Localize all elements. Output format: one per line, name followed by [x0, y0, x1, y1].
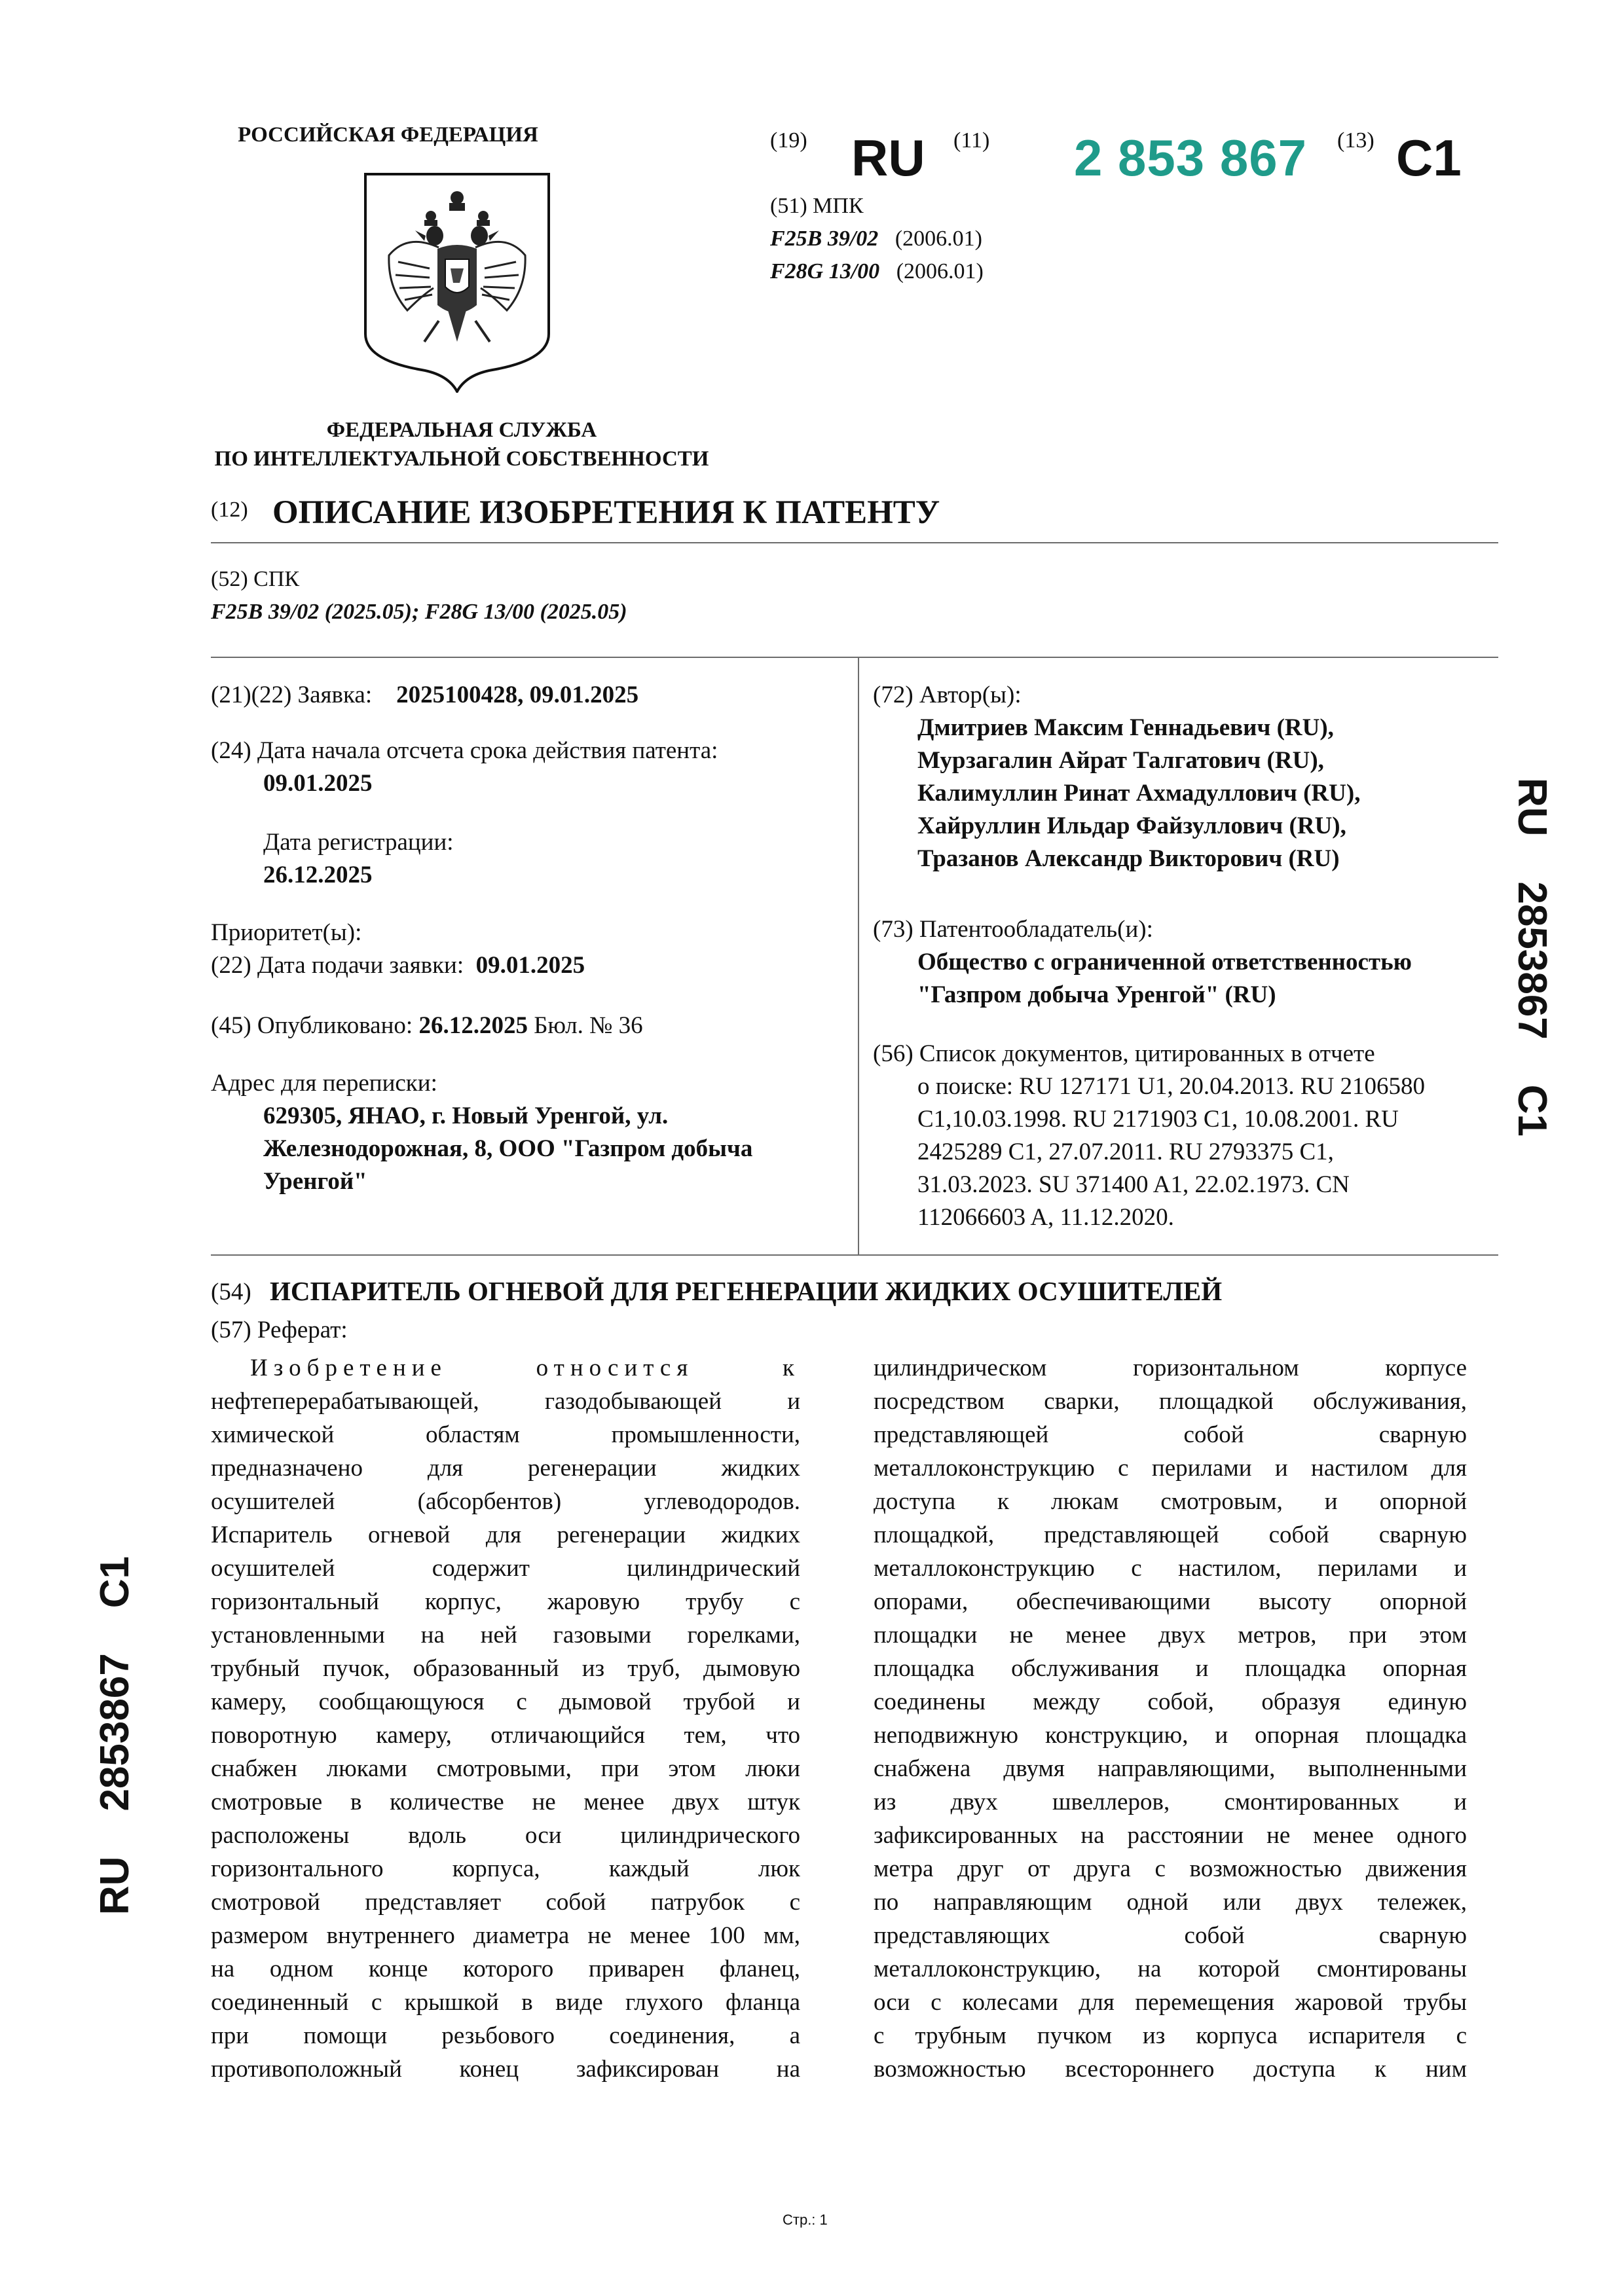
abstract-line: зафиксированных на расстоянии не менее одного	[874, 1822, 1467, 1849]
abstract-line: доступа к люкам смотровым, и опорной	[874, 1488, 1467, 1515]
abstract-line: метра друг от друга с возможностью движения	[874, 1855, 1467, 1882]
abstract-line: трубный пучок, образованный из труб, дымовую	[211, 1655, 800, 1682]
author-name: Калимуллин Ринат Ахмадуллович (RU),	[917, 780, 1361, 807]
term-start-field	[211, 735, 718, 800]
published-label: (45) Опубликовано:	[211, 1012, 413, 1039]
filing-value: 09.01.2025	[475, 952, 585, 979]
abstract-line: площадкой, представляющей собой сварную	[874, 1522, 1467, 1548]
published-field	[211, 1010, 643, 1042]
owner-line: "Газпром добыча Уренгой" (RU)	[917, 981, 1276, 1008]
kind-code: C1	[1396, 129, 1462, 187]
abstract-line: неподвижную конструкцию, и опорная площадка	[874, 1722, 1467, 1749]
mpk-item	[770, 255, 984, 288]
mpk-code: F28G 13/00	[770, 259, 880, 283]
author-name: Дмитриев Максим Геннадьевич (RU),	[917, 714, 1334, 741]
abstract-line: камеру, сообщающуюся с дымовой трубой и	[211, 1688, 800, 1715]
abstract-line: соединенный с крышкой в виде глухого фланца	[211, 1989, 800, 2016]
mpk-date: (2006.01)	[895, 227, 982, 251]
code-13: (13)	[1337, 128, 1375, 153]
doc-type-title: ОПИСАНИЕ ИЗОБРЕТЕНИЯ К ПАТЕНТУ	[272, 494, 940, 531]
abstract-line: представляющей собой сварную	[874, 1421, 1467, 1448]
priority-field	[211, 917, 585, 982]
country-name: РОССИЙСКАЯ ФЕДЕРАЦИЯ	[238, 123, 538, 147]
address-line: Железнодорожная, 8, ООО "Газпром добыча	[263, 1135, 753, 1162]
registration-value: 26.12.2025	[263, 862, 373, 888]
mpk-item	[770, 223, 984, 255]
divider	[211, 1254, 1498, 1256]
owner-label: (73) Патентообладатель(и):	[873, 916, 1153, 943]
mpk-block	[770, 190, 984, 288]
abstract-line: осушителей содержит цилиндрический	[211, 1555, 800, 1582]
state-emblem-icon	[361, 170, 553, 393]
term-start-label: (24) Дата начала отсчета срока действия патента:	[211, 737, 718, 764]
abstract-line: горизонтальный корпус, жаровую трубу с	[211, 1588, 800, 1615]
abstract-line: размером внутреннего диаметра не менее 100 мм,	[211, 1922, 800, 1949]
invention-code: (54)	[211, 1279, 251, 1305]
bulletin: Бюл. № 36	[534, 1012, 643, 1039]
abstract-line: осушителей (абсорбентов) углеводородов.	[211, 1488, 800, 1515]
address-field	[211, 1067, 752, 1198]
abstract-line: с трубным пучком из корпуса испарителя с	[874, 2022, 1467, 2049]
application-value: 2025100428, 09.01.2025	[396, 682, 639, 708]
margin-patent-id-left: RU 2853867 C1	[92, 1556, 138, 1915]
abstract-line: поворотную камеру, отличающийся тем, что	[211, 1722, 800, 1749]
owner-line: Общество с ограниченной ответственностью	[917, 949, 1412, 975]
abstract-line: площадки не менее двух метров, при этом	[874, 1622, 1467, 1649]
service-line-1: ФЕДЕРАЛЬНАЯ СЛУЖБА	[326, 418, 597, 442]
author-name: Мурзагалин Айрат Талгатович (RU),	[917, 747, 1324, 774]
author-name: Тразанов Александр Викторович (RU)	[917, 845, 1340, 872]
abstract-line: из двух швеллеров, смонтированных и	[874, 1789, 1467, 1815]
abstract-line: снабжен люками смотровыми, при этом люки	[211, 1755, 800, 1782]
abstract-line: металлоконструкцию с настилом, перилами и	[874, 1555, 1467, 1582]
citations-label: (56) Список документов, цитированных в отчете	[873, 1040, 1375, 1067]
abstract-line: смотровой представляет собой патрубок с	[211, 1889, 800, 1916]
term-start-value: 09.01.2025	[263, 770, 373, 797]
service-line-2: ПО ИНТЕЛЛЕКТУАЛЬНОЙ СОБСТВЕННОСТИ	[214, 447, 709, 471]
abstract-line: смотровые в количестве не менее двух штук	[211, 1789, 800, 1815]
margin-patent-id-right: RU 2853867 C1	[1509, 778, 1555, 1137]
spk-value: F25B 39/02 (2025.05); F28G 13/00 (2025.05)	[211, 600, 627, 624]
abstract-line: установленными на ней газовыми горелками,	[211, 1622, 800, 1649]
abstract-left-column	[211, 1351, 800, 2086]
filing-label: (22) Дата подачи заявки:	[211, 952, 464, 979]
abstract-line: горизонтального корпуса, каждый люк	[211, 1855, 800, 1882]
citation-line: C1,10.03.1998. RU 2171903 C1, 10.08.2001. RU	[917, 1106, 1399, 1133]
registration-field	[263, 826, 454, 892]
divider	[211, 657, 1498, 658]
mpk-label: (51) МПК	[770, 194, 864, 218]
abstract-line: цилиндрическом горизонтальном корпусе	[874, 1355, 1467, 1381]
spk-block	[211, 563, 627, 629]
abstract-line: нефтеперерабатывающей, газодобывающей и	[211, 1388, 800, 1415]
abstract-label: (57) Реферат:	[211, 1317, 348, 1343]
column-divider	[858, 657, 859, 1254]
spk-label: (52) СПК	[211, 567, 300, 591]
patent-office-name	[144, 416, 779, 473]
citation-line: 31.03.2023. SU 371400 A1, 22.02.1973. CN	[917, 1171, 1350, 1198]
divider	[211, 542, 1498, 543]
abstract-line: снабжена двумя направляющими, выполненными	[874, 1755, 1467, 1782]
abstract-line: при помощи резьбового соединения, а	[211, 2022, 800, 2049]
abstract-line: площадка обслуживания и площадка опорная	[874, 1655, 1467, 1682]
abstract-line: Испаритель огневой для регенерации жидких	[211, 1522, 800, 1548]
address-line: Уренгой"	[263, 1168, 367, 1195]
authors-label: (72) Автор(ы):	[873, 682, 1022, 708]
abstract-line: противоположный конец зафиксирован на	[211, 2056, 800, 2083]
application-field	[211, 679, 638, 712]
abstract-right-column	[874, 1351, 1467, 2086]
abstract-line: металлоконструкцию с перилами и настилом для	[874, 1455, 1467, 1482]
citation-line: о поиске: RU 127171 U1, 20.04.2013. RU 2106580	[917, 1073, 1426, 1100]
patent-number: 2 853 867	[1074, 129, 1308, 187]
doc-type-code: (12)	[211, 498, 248, 522]
abstract-line: оси с колесами для перемещения жаровой трубы	[874, 1989, 1467, 2016]
citation-line: 2425289 C1, 27.07.2011. RU 2793375 C1,	[917, 1139, 1334, 1165]
abstract-line: расположены вдоль оси цилиндрического	[211, 1822, 800, 1849]
authors-field	[873, 679, 1360, 875]
mpk-code: F25B 39/02	[770, 227, 879, 251]
abstract-line: соединены между собой, образуя единую	[874, 1688, 1467, 1715]
abstract-line: на одном конце которого приварен фланец,	[211, 1956, 800, 1982]
abstract-line: Изобретение относится к	[250, 1355, 800, 1381]
registration-label: Дата регистрации:	[263, 829, 454, 856]
abstract-line: предназначено для регенерации жидких	[211, 1455, 800, 1482]
application-label: (21)(22) Заявка:	[211, 682, 373, 708]
abstract-line: металлоконструкцию, на которой смонтированы	[874, 1956, 1467, 1982]
invention-title: ИСПАРИТЕЛЬ ОГНЕВОЙ ДЛЯ РЕГЕНЕРАЦИИ ЖИДКИХ ОСУШИТЕЛЕЙ	[270, 1276, 1223, 1306]
author-name: Хайруллин Ильдар Файзуллович (RU),	[917, 812, 1346, 839]
address-label: Адрес для переписки:	[211, 1070, 437, 1097]
address-line: 629305, ЯНАО, г. Новый Уренгой, ул.	[263, 1102, 669, 1129]
citations-field	[873, 1038, 1425, 1234]
code-11: (11)	[953, 128, 990, 153]
abstract-line: опорами, обеспечивающими высоту опорной	[874, 1588, 1467, 1615]
country-code: RU	[851, 129, 925, 187]
priority-label: Приоритет(ы):	[211, 919, 362, 946]
page-number: Стр.: 1	[783, 2212, 828, 2228]
abstract-line: по направляющим одной или двух тележек,	[874, 1889, 1467, 1916]
abstract-line: возможностью всестороннего доступа к ним	[874, 2056, 1467, 2083]
citation-line: 112066603 A, 11.12.2020.	[917, 1204, 1174, 1231]
mpk-date: (2006.01)	[896, 259, 984, 283]
abstract-line: химической областям промышленности,	[211, 1421, 800, 1448]
abstract-line: посредством сварки, площадкой обслуживания,	[874, 1388, 1467, 1415]
code-19: (19)	[770, 128, 807, 153]
published-value: 26.12.2025	[418, 1012, 528, 1039]
abstract-line: представляющих собой сварную	[874, 1922, 1467, 1949]
owner-field	[873, 913, 1412, 1011]
